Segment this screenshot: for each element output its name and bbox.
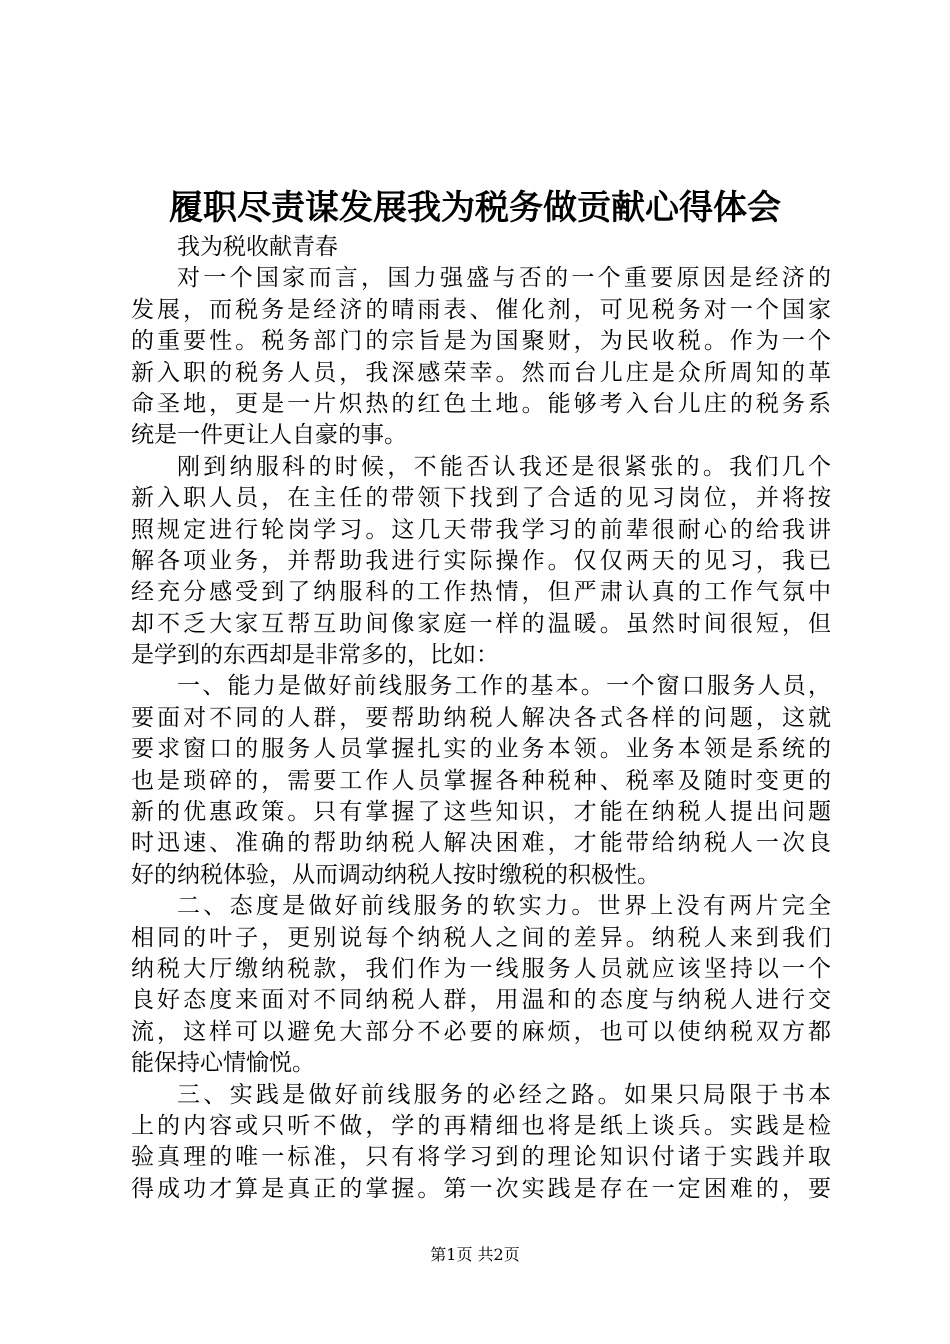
body-line: 能保持心情愉悦。 (131, 1050, 315, 1077)
body-line: 新入职人员，在主任的带领下找到了合适的见习岗位，并将按 (131, 485, 831, 512)
body-line: 好的纳税体验，从而调动纳税人按时缴税的积极性。 (131, 861, 660, 888)
body-line: 经充分感受到了纳服科的工作热情，但严肃认真的工作气氛中 (131, 579, 831, 606)
body-line: 三、实践是做好前线服务的必经之路。如果只局限于书本 (177, 1081, 831, 1108)
body-line: 二、态度是做好前线服务的软实力。世界上没有两片完全 (177, 893, 831, 920)
body-line: 我为税收献青春 (177, 234, 338, 260)
body-line: 要求窗口的服务人员掌握扎实的业务本领。业务本领是系统的 (131, 736, 831, 763)
page-footer: 第1页 共2页 (430, 1245, 520, 1264)
body-line: 上的内容或只听不做，学的再精细也将是纸上谈兵。实践是检 (131, 1112, 831, 1139)
body-line: 一、能力是做好前线服务工作的基本。一个窗口服务人员， (177, 673, 831, 700)
body-line: 要面对不同的人群，要帮助纳税人解决各式各样的问题，这就 (131, 704, 831, 731)
document-title: 履职尽责谋发展我为税务做贡献心得体会 (169, 188, 781, 228)
body-line: 相同的叶子，更别说每个纳税人之间的差异。纳税人来到我们 (131, 924, 831, 951)
body-line: 解各项业务，并帮助我进行实际操作。仅仅两天的见习，我已 (131, 547, 831, 574)
body-line: 验真理的唯一标准，只有将学习到的理论知识付诸于实践并取 (131, 1144, 831, 1171)
body-line: 时迅速、准确的帮助纳税人解决困难，才能带给纳税人一次良 (131, 830, 831, 857)
body-line: 对一个国家而言，国力强盛与否的一个重要原因是经济的 (177, 265, 831, 292)
body-line: 的重要性。税务部门的宗旨是为国聚财，为民收税。作为一个 (131, 328, 831, 355)
body-line: 纳税大厅缴纳税款，我们作为一线服务人员就应该坚持以一个 (131, 955, 831, 982)
body-line: 命圣地，更是一片炽热的红色土地。能够考入台儿庄的税务系 (131, 390, 831, 417)
body-line: 流，这样可以避免大部分不必要的麻烦，也可以使纳税双方都 (131, 1018, 831, 1045)
body-line: 刚到纳服科的时候，不能否认我还是很紧张的。我们几个 (177, 453, 831, 480)
body-line: 得成功才算是真正的掌握。第一次实践是存在一定困难的，要 (131, 1175, 831, 1202)
body-line: 新的优惠政策。只有掌握了这些知识，才能在纳税人提出问题 (131, 799, 831, 826)
body-line: 照规定进行轮岗学习。这几天带我学习的前辈很耐心的给我讲 (131, 516, 831, 543)
body-line: 是学到的东西却是非常多的，比如： (131, 642, 499, 669)
body-line: 却不乏大家互帮互助间像家庭一样的温暖。虽然时间很短，但 (131, 610, 831, 637)
body-line: 新入职的税务人员，我深感荣幸。然而台儿庄是众所周知的革 (131, 359, 831, 386)
document-body (131, 232, 831, 1205)
body-line: 发展，而税务是经济的晴雨表、催化剂，可见税务对一个国家 (131, 296, 831, 323)
body-line: 统是一件更让人自豪的事。 (131, 422, 407, 449)
body-line: 良好态度来面对不同纳税人群，用温和的态度与纳税人进行交 (131, 987, 831, 1014)
body-line: 也是琐碎的，需要工作人员掌握各种税种、税率及随时变更的 (131, 767, 831, 794)
